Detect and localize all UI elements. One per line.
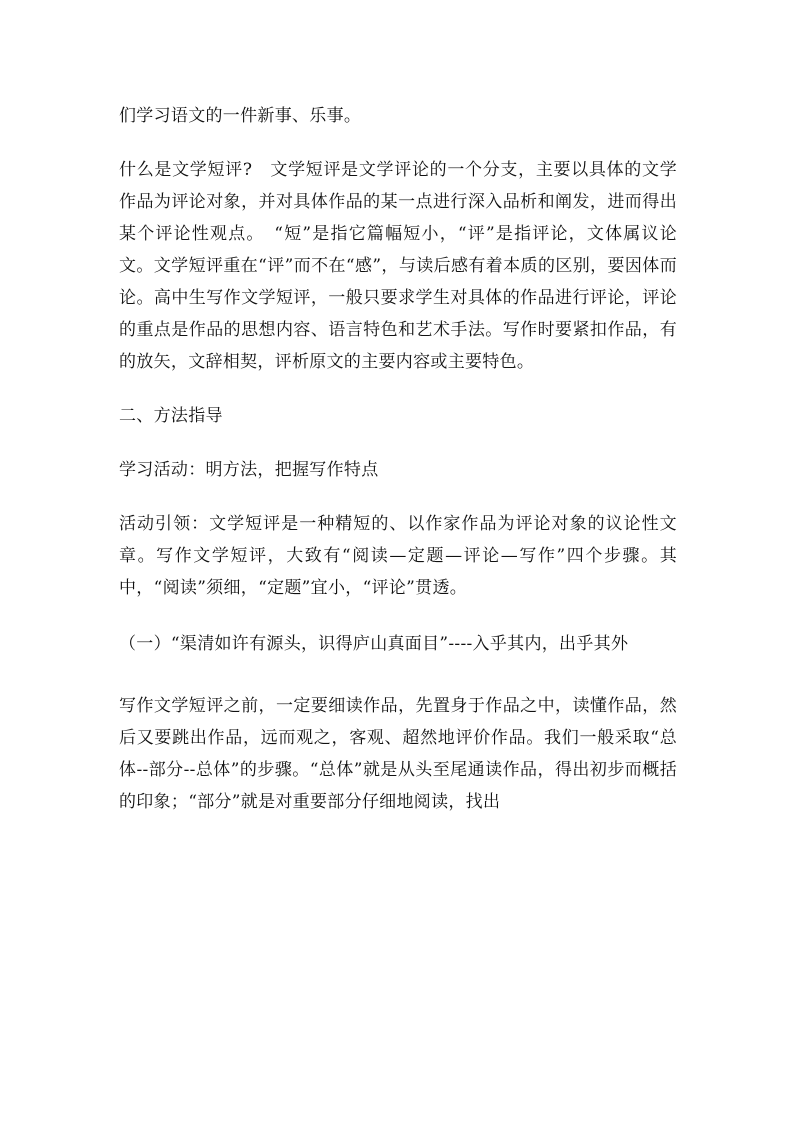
section-heading-method-guide: 二、方法指导 [119, 406, 223, 426]
document-body [119, 100, 677, 818]
paragraph-continuation: 们学习语文的一件新事、乐事。 [119, 106, 362, 126]
paragraph-definition: 什么是文学短评? 文学短评是文学评论的一个分支，主要以具体的文学作品为评论对象，并对具体作品的某一点进行深入品析和阐发，进而得出某个评论性观点。 “短”是指它篇幅短小，“评”是指评论，文体属议论文。文学短评重在“评”而不在“感”，与读后感有着本质的区别，要因体而论。高中生写作文学短评，一般只要求学生对具体的作品进行评论，评论的重点是作品的思想内容、语言特色和艺术手法。写作时要紧扣作品，有的放矢，文辞相契，评析原文的主要内容或主要特色。 [119, 160, 677, 372]
paragraph-reading-method: 写作文学短评之前，一定要细读作品，先置身于作品之中，读懂作品，然后又要跳出作品，远而观之，客观、超然地评价作品。我们一般采取“总体--部分--总体”的步骤。“总体”就是从头至尾通读作品，得出初步而概括的印象；“部分”就是对重要部分仔细地阅读，找出 [119, 696, 677, 812]
paragraph-activity-lead: 活动引领：文学短评是一种精短的、以作家作品为评论对象的议论性文章。写作文学短评，大致有“阅读—定题—评论—写作”四个步骤。其中，“阅读”须细，“定题”宜小，“评论”贯透。 [119, 514, 677, 598]
subsection-heading-one: （一）“渠清如许有源头，识得庐山真面目”----入乎其内，出乎其外 [119, 634, 629, 654]
activity-heading: 学习活动：明方法，把握写作特点 [119, 460, 379, 480]
